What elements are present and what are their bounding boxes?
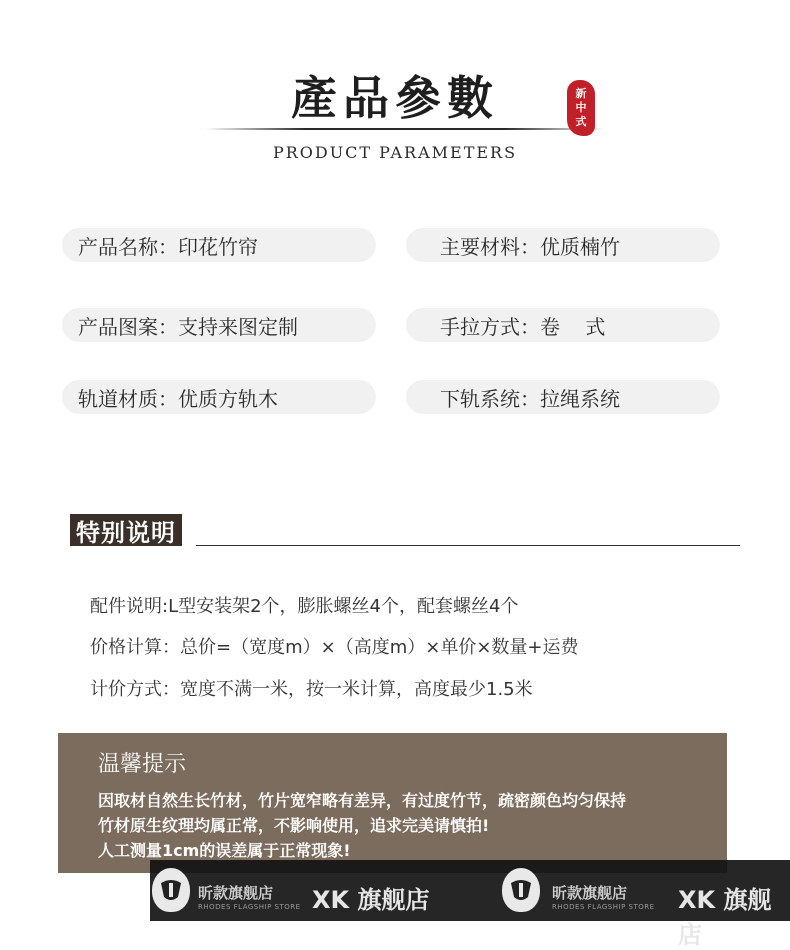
title-divider (205, 128, 605, 130)
tips-title: 温馨提示 (98, 752, 187, 777)
param-pull-method: 手拉方式：卷 式 (406, 308, 720, 342)
store-logo-icon (502, 868, 540, 912)
watermark-store-en: RHODES FLAGSHIP STORE (198, 903, 301, 911)
watermark-store-name: 昕款旗舰店 (198, 884, 274, 902)
page-subtitle: PRODUCT PARAMETERS (272, 143, 518, 162)
section-divider (196, 545, 740, 546)
seal-stamp (567, 80, 595, 136)
seal-char: 中 (575, 101, 587, 114)
watermark-brand: XK 旗舰店 (678, 886, 772, 949)
param-pattern: 产品图案：支持来图定制 (62, 308, 376, 342)
note-price-formula: 价格计算：总价=（宽度m）×（高度m）×单价×数量+运费 (90, 637, 579, 658)
param-rail-material: 轨道材质：优质方轨木 (62, 380, 376, 414)
watermark-store-en: RHODES FLAGSHIP STORE (552, 903, 655, 911)
section-title-notes: 特别说明 (70, 514, 182, 546)
watermark-brand: XK 旗舰店 (312, 886, 430, 914)
note-pricing-method: 计价方式：宽度不满一米，按一米计算，高度最少1.5米 (90, 679, 533, 700)
param-bottom-rail: 下轨系统：拉绳系统 (406, 380, 720, 414)
tips-line: 人工测量1cm的误差属于正常现象! (98, 841, 351, 860)
watermark-store-name: 昕款旗舰店 (552, 884, 628, 902)
seal-char: 式 (575, 115, 587, 128)
tips-box (58, 733, 727, 873)
param-name: 产品名称：印花竹帘 (62, 228, 376, 262)
param-material: 主要材料：优质楠竹 (406, 228, 720, 262)
watermark-strip (150, 860, 790, 949)
seal-char: 新 (575, 87, 587, 100)
note-accessories: 配件说明:L型安装架2个，膨胀螺丝4个，配套螺丝4个 (90, 596, 519, 617)
tips-line: 因取材自然生长竹材，竹片宽窄略有差异，有过度竹节，疏密颜色均匀保持 (98, 791, 627, 810)
tips-line: 竹材原生纹理均属正常，不影响使用，追求完美请慎拍! (98, 816, 490, 835)
page-title: 產品參數 (291, 71, 499, 125)
store-logo-icon (152, 868, 190, 912)
